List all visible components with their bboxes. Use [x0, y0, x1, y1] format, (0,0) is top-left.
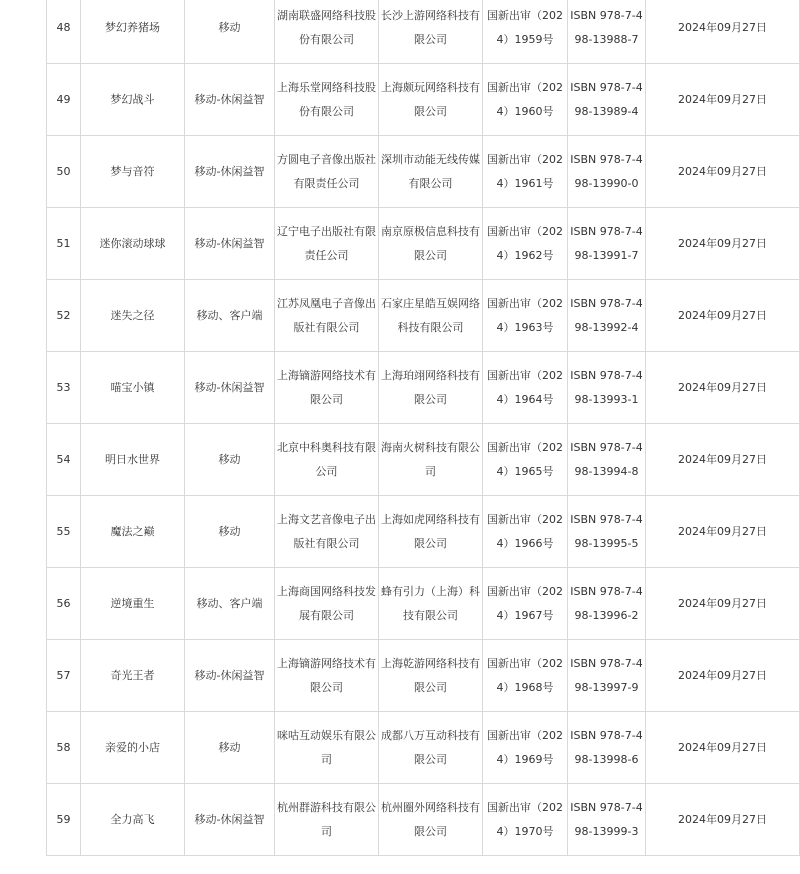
game-category: 移动-休闲益智	[185, 64, 275, 136]
operator-name: 长沙上游网络科技有限公司	[379, 0, 483, 64]
publisher-name: 咪咕互动娱乐有限公司	[275, 712, 379, 784]
publisher-name: 北京中科奥科技有限公司	[275, 424, 379, 496]
operator-name: 石家庄星皓互娱网络科技有限公司	[379, 280, 483, 352]
approval-date: 2024年09月27日	[646, 136, 800, 208]
approval-date: 2024年09月27日	[646, 496, 800, 568]
approval-number: 国新出审（2024）1966号	[483, 496, 568, 568]
isbn-number: ISBN 978-7-498-13998-6	[568, 712, 646, 784]
isbn-number: ISBN 978-7-498-13992-4	[568, 280, 646, 352]
approval-date: 2024年09月27日	[646, 640, 800, 712]
game-category: 移动-休闲益智	[185, 352, 275, 424]
isbn-number: ISBN 978-7-498-13995-5	[568, 496, 646, 568]
approval-date: 2024年09月27日	[646, 784, 800, 856]
isbn-number: ISBN 978-7-498-13991-7	[568, 208, 646, 280]
publisher-name: 上海镝游网络技术有限公司	[275, 640, 379, 712]
approval-date: 2024年09月27日	[646, 0, 800, 64]
publisher-name: 湖南联盛网络科技股份有限公司	[275, 0, 379, 64]
table-row	[47, 136, 800, 208]
isbn-number: ISBN 978-7-498-13996-2	[568, 568, 646, 640]
isbn-number: ISBN 978-7-498-13990-0	[568, 136, 646, 208]
publisher-name: 上海镝游网络技术有限公司	[275, 352, 379, 424]
approval-number: 国新出审（2024）1967号	[483, 568, 568, 640]
operator-name: 上海如虎网络科技有限公司	[379, 496, 483, 568]
approval-date: 2024年09月27日	[646, 568, 800, 640]
game-name: 逆境重生	[81, 568, 185, 640]
table-row	[47, 640, 800, 712]
game-name: 魔法之巅	[81, 496, 185, 568]
operator-name: 杭州圈外网络科技有限公司	[379, 784, 483, 856]
publisher-name: 方圆电子音像出版社有限责任公司	[275, 136, 379, 208]
game-category: 移动-休闲益智	[185, 640, 275, 712]
isbn-number: ISBN 978-7-498-13989-4	[568, 64, 646, 136]
row-number: 56	[47, 568, 81, 640]
table-row	[47, 568, 800, 640]
game-approval-table	[46, 0, 800, 856]
row-number: 54	[47, 424, 81, 496]
game-category: 移动	[185, 496, 275, 568]
game-name: 梦与音符	[81, 136, 185, 208]
game-category: 移动-休闲益智	[185, 208, 275, 280]
publisher-name: 上海商国网络科技发展有限公司	[275, 568, 379, 640]
approval-number: 国新出审（2024）1970号	[483, 784, 568, 856]
operator-name: 成都八万互动科技有限公司	[379, 712, 483, 784]
publisher-name: 辽宁电子出版社有限责任公司	[275, 208, 379, 280]
row-number: 57	[47, 640, 81, 712]
game-name: 明日水世界	[81, 424, 185, 496]
publisher-name: 江苏凤凰电子音像出版社有限公司	[275, 280, 379, 352]
game-category: 移动-休闲益智	[185, 136, 275, 208]
game-name: 迷你滚动球球	[81, 208, 185, 280]
approval-number: 国新出审（2024）1963号	[483, 280, 568, 352]
table-row	[47, 64, 800, 136]
table-row	[47, 424, 800, 496]
approval-number: 国新出审（2024）1969号	[483, 712, 568, 784]
operator-name: 上海珀翊网络科技有限公司	[379, 352, 483, 424]
operator-name: 上海颇玩网络科技有限公司	[379, 64, 483, 136]
game-category: 移动、客户端	[185, 280, 275, 352]
game-category: 移动	[185, 424, 275, 496]
game-name: 喵宝小镇	[81, 352, 185, 424]
row-number: 49	[47, 64, 81, 136]
publisher-name: 杭州群游科技有限公司	[275, 784, 379, 856]
operator-name: 蜂有引力（上海）科技有限公司	[379, 568, 483, 640]
table-row	[47, 496, 800, 568]
approval-date: 2024年09月27日	[646, 280, 800, 352]
approval-number: 国新出审（2024）1959号	[483, 0, 568, 64]
row-number: 51	[47, 208, 81, 280]
table-row	[47, 784, 800, 856]
row-number: 55	[47, 496, 81, 568]
approval-date: 2024年09月27日	[646, 712, 800, 784]
table-row	[47, 208, 800, 280]
game-name: 奇光王者	[81, 640, 185, 712]
approval-date: 2024年09月27日	[646, 352, 800, 424]
row-number: 50	[47, 136, 81, 208]
publisher-name: 上海乐堂网络科技股份有限公司	[275, 64, 379, 136]
game-category: 移动	[185, 712, 275, 784]
game-name: 迷失之径	[81, 280, 185, 352]
operator-name: 南京原极信息科技有限公司	[379, 208, 483, 280]
approval-number: 国新出审（2024）1960号	[483, 64, 568, 136]
table-row	[47, 352, 800, 424]
row-number: 52	[47, 280, 81, 352]
game-category: 移动-休闲益智	[185, 784, 275, 856]
isbn-number: ISBN 978-7-498-13988-7	[568, 0, 646, 64]
row-number: 53	[47, 352, 81, 424]
game-name: 全力高飞	[81, 784, 185, 856]
operator-name: 深圳市动能无线传媒有限公司	[379, 136, 483, 208]
approval-number: 国新出审（2024）1961号	[483, 136, 568, 208]
game-category: 移动、客户端	[185, 568, 275, 640]
approval-date: 2024年09月27日	[646, 208, 800, 280]
approval-number: 国新出审（2024）1964号	[483, 352, 568, 424]
row-number: 59	[47, 784, 81, 856]
row-number: 48	[47, 0, 81, 64]
table-body	[47, 0, 800, 856]
approval-date: 2024年09月27日	[646, 64, 800, 136]
game-name: 梦幻养猪场	[81, 0, 185, 64]
isbn-number: ISBN 978-7-498-13994-8	[568, 424, 646, 496]
isbn-number: ISBN 978-7-498-13993-1	[568, 352, 646, 424]
game-category: 移动	[185, 0, 275, 64]
isbn-number: ISBN 978-7-498-13999-3	[568, 784, 646, 856]
game-name: 亲爱的小店	[81, 712, 185, 784]
table-row	[47, 280, 800, 352]
row-number: 58	[47, 712, 81, 784]
operator-name: 海南火树科技有限公司	[379, 424, 483, 496]
approval-date: 2024年09月27日	[646, 424, 800, 496]
publisher-name: 上海文艺音像电子出版社有限公司	[275, 496, 379, 568]
approval-number: 国新出审（2024）1962号	[483, 208, 568, 280]
approval-number: 国新出审（2024）1968号	[483, 640, 568, 712]
isbn-number: ISBN 978-7-498-13997-9	[568, 640, 646, 712]
table-row	[47, 0, 800, 64]
game-name: 梦幻战斗	[81, 64, 185, 136]
table-row	[47, 712, 800, 784]
approval-number: 国新出审（2024）1965号	[483, 424, 568, 496]
operator-name: 上海乾游网络科技有限公司	[379, 640, 483, 712]
